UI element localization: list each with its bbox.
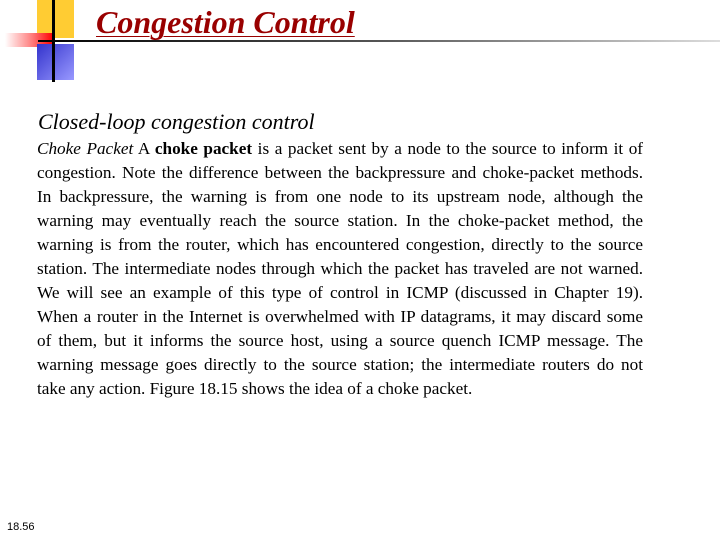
decorative-blue-square xyxy=(37,44,74,80)
choke-packet-term: Choke Packet xyxy=(37,139,134,158)
paragraph-lead: A xyxy=(133,139,155,158)
body-paragraph xyxy=(37,137,643,401)
paragraph-text: is a packet sent by a node to the source to inform it of congestion. Note the difference between the backpressure and choke-packet methods. In backpressure, the warning is from one node to its upstream node, although the warning may eventually reach the source station. In the choke-packet method, the warning is from the router, which has encountered congestion, directly to the source station. The intermediate nodes through which the packet has traveled are not warned. We will see an example of this type of control in ICMP (discussed in Chapter 19). When a router in the Internet is overwhelmed with IP datagrams, it may discard some of them, but it informs the source host, using a source quench ICMP message. The warning message goes directly to the source station; the intermediate routers do not take any action. Figure 18.15 shows the idea of a choke packet. xyxy=(37,139,644,398)
choke-packet-keyword: choke packet xyxy=(154,139,253,158)
slide-title: Congestion Control xyxy=(96,4,355,40)
slide-number: 18.56 xyxy=(7,521,35,533)
section-subheading: Closed-loop congestion control xyxy=(38,109,315,134)
